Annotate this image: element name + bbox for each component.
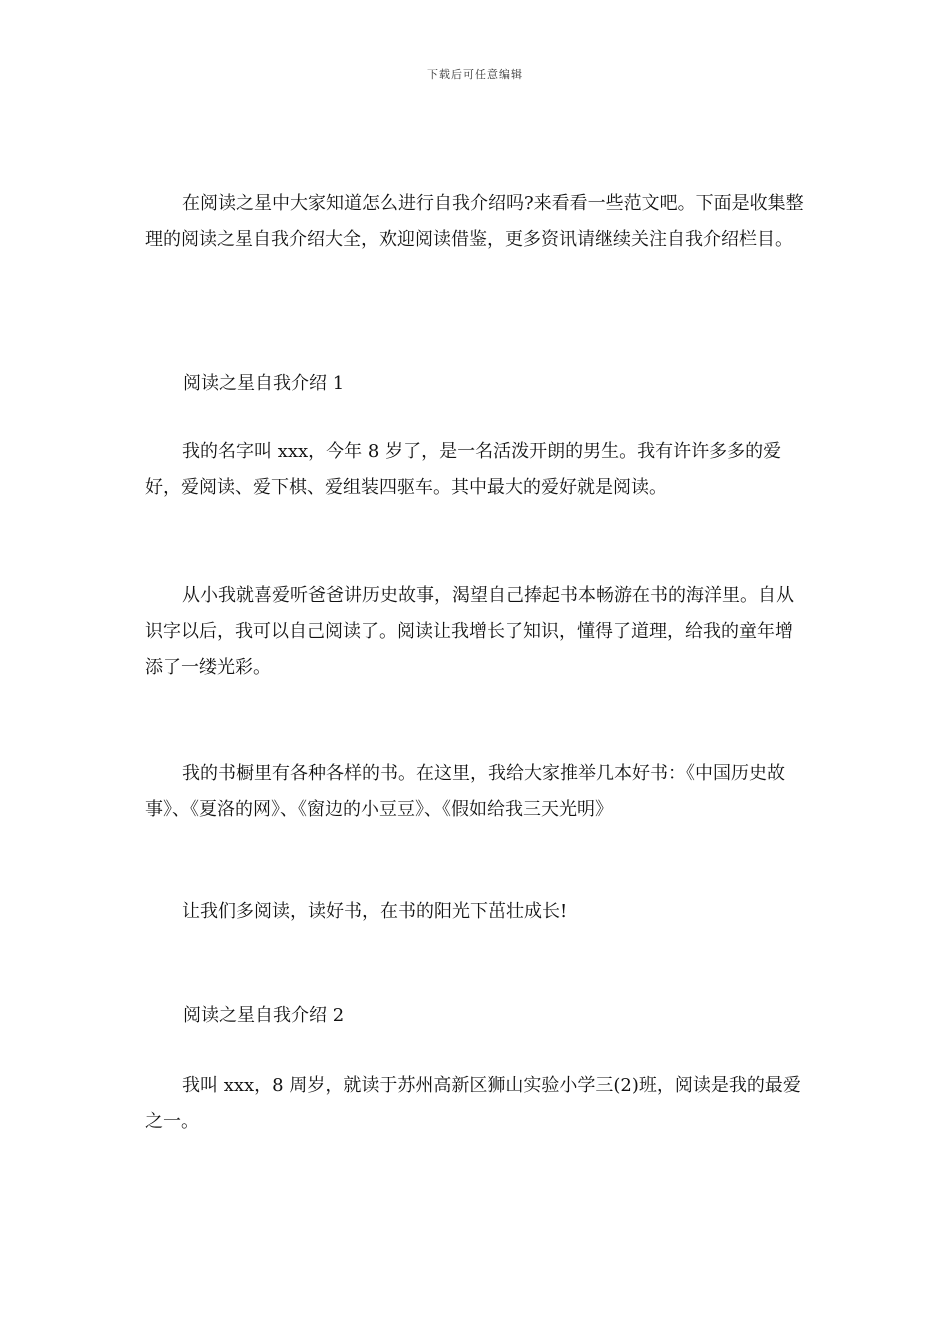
section-1-paragraph-4: 让我们多阅读，读好书，在书的阳光下茁壮成长! xyxy=(182,901,568,922)
page-header-note: 下载后可任意编辑 xyxy=(427,68,523,81)
section-1-paragraph-1: 我的名字叫 xxx，今年 8 岁了，是一名活泼开朗的男生。我有许许多多的爱好，爱阅读、爱下棋、爱组装四驱车。其中最大的爱好就是阅读。 xyxy=(145,441,782,498)
section-1-paragraph-2: 从小我就喜爱听爸爸讲历史故事，渴望自己捧起书本畅游在书的海洋里。自从识字以后，我可以自己阅读了。阅读让我增长了知识，懂得了道理，给我的童年增添了一缕光彩。 xyxy=(145,585,794,678)
section-1-title: 阅读之星自我介绍 1 xyxy=(183,373,345,394)
section-1-paragraph-3: 我的书橱里有各种各样的书。在这里，我给大家推举几本好书：《中国历史故事》、《夏洛的网》、《窗边的小豆豆》、《假如给我三天光明》 xyxy=(145,763,785,820)
intro-paragraph: 在阅读之星中大家知道怎么进行自我介绍吗?来看看一些范文吧。下面是收集整理的阅读之星自我介绍大全，欢迎阅读借鉴，更多资讯请继续关注自我介绍栏目。 xyxy=(145,193,804,250)
section-2-title: 阅读之星自我介绍 2 xyxy=(183,1005,345,1026)
section-2-paragraph-1: 我叫 xxx，8 周岁，就读于苏州高新区狮山实验小学三(2)班，阅读是我的最爱之一。 xyxy=(145,1075,801,1132)
